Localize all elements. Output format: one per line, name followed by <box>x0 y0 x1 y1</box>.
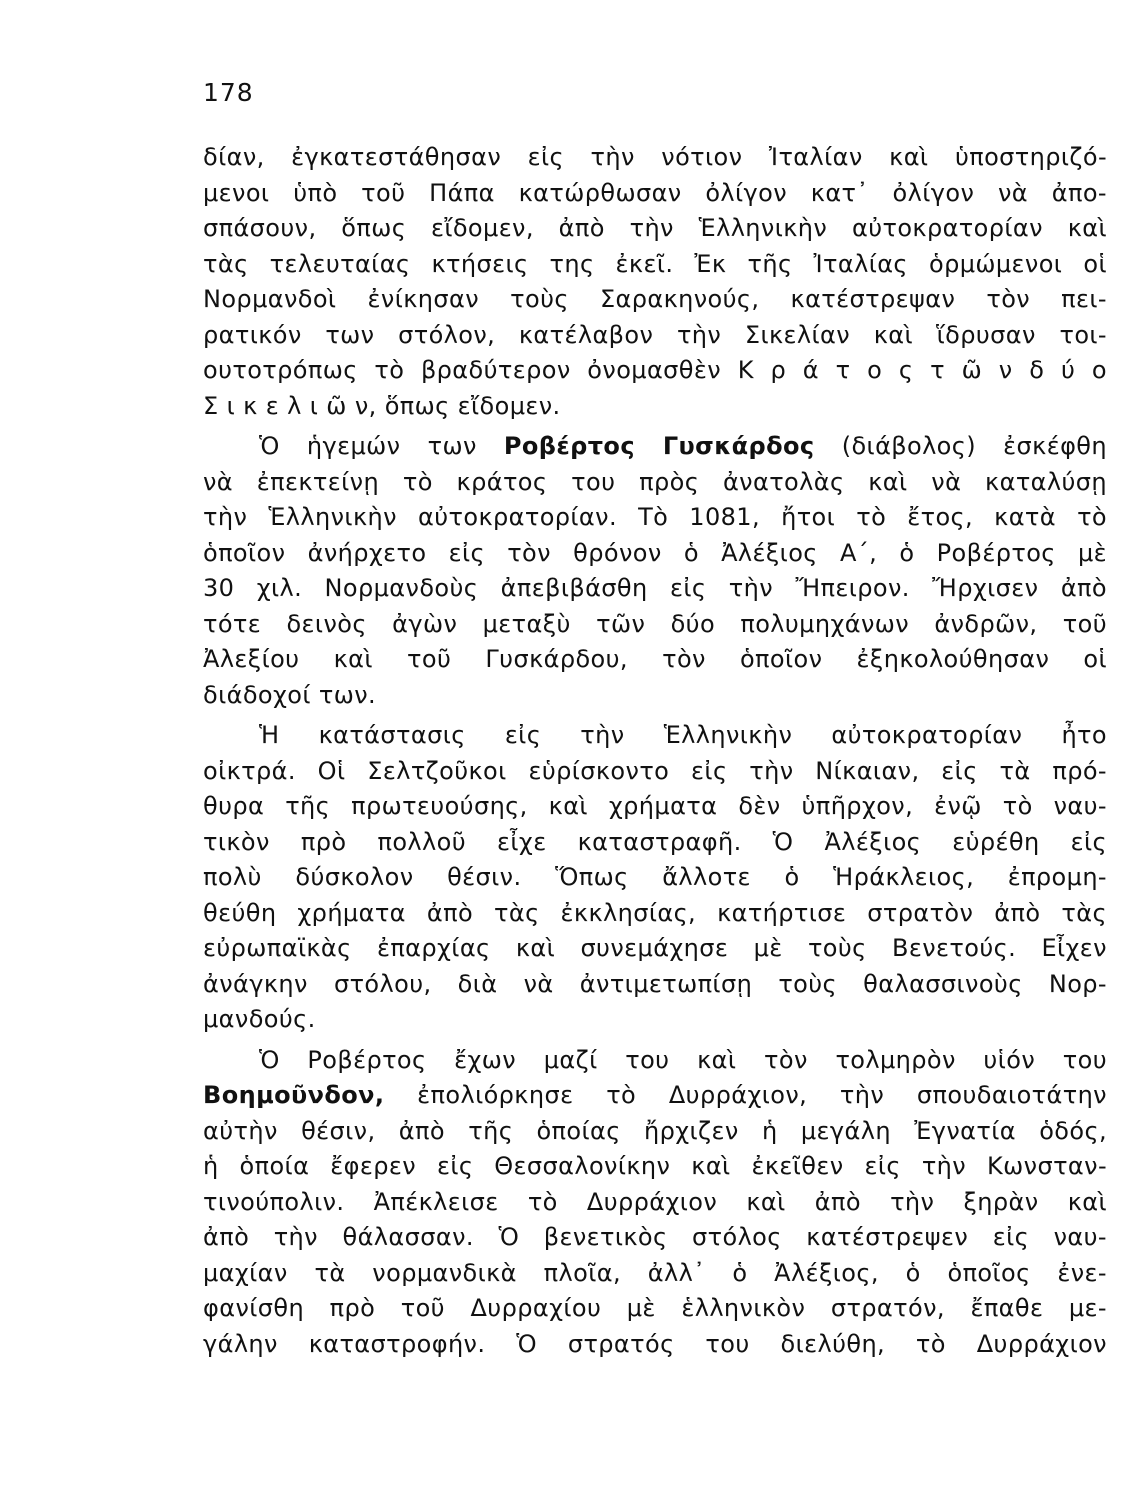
text-line <box>203 825 1107 861</box>
text-line <box>203 140 1107 176</box>
text-segment: τὰς τελευταίας κτήσεις της ἐκεῖ. Ἐκ τῆς Ἰταλίας ὁρμώμενοι οἱ <box>203 249 1107 278</box>
text-line <box>203 896 1107 932</box>
text-segment: Ἡ κατάστασις εἰς τὴν Ἑλληνικὴν αὐτοκρατορίαν ἦτο <box>259 721 1107 749</box>
text-line <box>203 1114 1107 1150</box>
text-segment: τὴν Ἑλληνικὴν αὐτοκρατορίαν. Τὸ 1081, ἤτοι τὸ ἔτος, κατὰ τὸ <box>203 503 1107 531</box>
text-line <box>203 967 1107 1003</box>
text-line <box>203 318 1107 354</box>
text-line <box>203 1043 1107 1079</box>
text-line <box>203 282 1107 318</box>
text-segment: ρατικόν των στόλον, κατέλαβον τὴν Σικελίαν καὶ ἵδρυσαν τοι- <box>203 320 1107 349</box>
text-line <box>203 1078 1107 1114</box>
text-segment: Κ ρ ά τ ο ς τ ῶ ν δ ύ ο <box>737 356 1107 384</box>
text-segment: τινούπολιν. Ἀπέκλεισε τὸ Δυρράχιον καὶ ἀπὸ τὴν ξηρὰν καὶ <box>203 1187 1107 1216</box>
text-line <box>203 247 1107 283</box>
text-line <box>203 536 1107 572</box>
text-segment: ἀνάγκην στόλου, διὰ νὰ ἀντιμετωπίσῃ τοὺς θαλασσινοὺς Νορ- <box>203 969 1107 998</box>
bold-name: Βοημοῦνδον, <box>203 1081 385 1109</box>
text-line <box>203 1149 1107 1185</box>
body-text <box>203 140 1107 1362</box>
text-segment: ἡ ὁποία ἔφερεν εἰς Θεσσαλονίκην καὶ ἐκεῖθεν εἰς τὴν Κωνσταν- <box>203 1152 1107 1180</box>
paragraph <box>203 140 1107 424</box>
text-segment: ἐπολιόρκησε τὸ Δυρράχιον, τὴν σπουδαιοτάτην <box>384 1081 1107 1109</box>
text-segment: ουτοτρόπως τὸ βραδύτερον ὀνομασθὲν <box>203 356 738 384</box>
text-line <box>203 642 1107 678</box>
text-line <box>203 1185 1107 1221</box>
text-line <box>203 176 1107 212</box>
bold-name: Ροβέρτος Γυσκάρδος <box>503 432 815 460</box>
text-segment: γάλην καταστροφήν. Ὁ στρατός του διελύθη, τὸ Δυρράχιον <box>203 1329 1107 1358</box>
text-line <box>203 571 1107 607</box>
page-number: 178 <box>203 78 254 107</box>
text-segment: εὐρωπαϊκὰς ἐπαρχίας καὶ συνεμάχησε μὲ τοὺς Βενετούς. Εἶχεν <box>203 934 1107 962</box>
text-segment: σπάσουν, ὅπως εἴδομεν, ἀπὸ τὴν Ἑλληνικὴν αὐτοκρατορίαν καὶ <box>203 214 1107 242</box>
text-line <box>203 718 1107 754</box>
text-segment: , ὅπως εἴδομεν. <box>368 391 561 420</box>
text-line <box>203 789 1107 825</box>
text-line <box>203 429 1107 465</box>
text-segment: Νορμανδοὶ ἐνίκησαν τοὺς Σαρακηνούς, κατέστρεψαν τὸν πει- <box>203 285 1107 313</box>
text-segment: μανδούς. <box>203 1005 316 1033</box>
text-line <box>203 607 1107 643</box>
text-segment: πολὺ δύσκολον θέσιν. Ὅπως ἄλλοτε ὁ Ἡράκλειος, ἐπρομη- <box>203 863 1107 891</box>
text-line <box>203 931 1107 967</box>
text-line <box>203 1002 1107 1038</box>
text-line <box>203 500 1107 536</box>
text-segment: οἰκτρά. Οἱ Σελτζοῦκοι εὑρίσκοντο εἰς τὴν Νίκαιαν, εἰς τὰ πρό- <box>203 756 1107 785</box>
text-line <box>203 754 1107 790</box>
text-line <box>203 860 1107 896</box>
text-segment: νὰ ἐπεκτείνῃ τὸ κράτος του πρὸς ἀνατολὰς καὶ νὰ καταλύσῃ <box>203 467 1107 496</box>
text-line <box>203 211 1107 247</box>
text-segment: φανίσθη πρὸ τοῦ Δυρραχίου μὲ ἑλληνικὸν στρατόν, ἔπαθε με- <box>203 1294 1107 1322</box>
text-line <box>203 1256 1107 1292</box>
text-segment: Σ ι κ ε λ ι ῶ ν <box>203 391 369 420</box>
text-segment: τότε δεινὸς ἀγὼν μεταξὺ τῶν δύο πολυμηχάνων ἀνδρῶν, τοῦ <box>203 609 1107 638</box>
text-segment: ὁποῖον ἀνήρχετο εἰς τὸν θρόνον ὁ Ἀλέξιος Α΄, ὁ Ροβέρτος μὲ <box>203 538 1107 567</box>
text-segment: διάδοχοί των. <box>203 680 377 709</box>
paragraph <box>203 1043 1107 1363</box>
text-line <box>203 1327 1107 1363</box>
text-segment: Ὁ Ροβέρτος ἔχων μαζί του καὶ τὸν τολμηρὸν υἱόν του <box>259 1045 1107 1074</box>
text-segment: αὐτὴν θέσιν, ἀπὸ τῆς ὁποίας ἤρχιζεν ἡ μεγάλη Ἐγνατία ὁδός, <box>203 1116 1107 1145</box>
text-line <box>203 353 1107 389</box>
text-segment: θεύθη χρήματα ἀπὸ τὰς ἐκκλησίας, κατήρτισε στρατὸν ἀπὸ τὰς <box>203 898 1107 927</box>
text-line <box>203 1220 1107 1256</box>
text-segment: ἀπὸ τὴν θάλασσαν. Ὁ βενετικὸς στόλος κατέστρεψεν εἰς ναυ- <box>203 1223 1107 1251</box>
text-line <box>203 678 1107 714</box>
paragraph <box>203 429 1107 713</box>
text-segment: μαχίαν τὰ νορμανδικὰ πλοῖα, ἀλλ᾽ ὁ Ἀλέξιος, ὁ ὁποῖος ἐνε- <box>203 1258 1107 1287</box>
text-segment: Ἀλεξίου καὶ τοῦ Γυσκάρδου, τὸν ὁποῖον ἐξηκολούθησαν οἱ <box>203 645 1107 673</box>
text-segment: Ὁ ἡγεμών των <box>259 432 504 460</box>
text-segment: (διάβολος) ἐσκέφθη <box>814 432 1107 460</box>
text-segment: τικὸν πρὸ πολλοῦ εἶχε καταστραφῆ. Ὁ Ἀλέξιος εὑρέθη εἰς <box>203 827 1107 856</box>
text-line <box>203 465 1107 501</box>
text-line <box>203 389 1107 425</box>
text-line <box>203 1291 1107 1327</box>
text-segment: δίαν, ἐγκατεστάθησαν εἰς τὴν νότιον Ἰταλίαν καὶ ὑποστηριζό- <box>203 143 1107 171</box>
text-segment: μενοι ὑπὸ τοῦ Πάπα κατώρθωσαν ὀλίγον κατ᾽ ὀλίγον νὰ ἀπο- <box>203 178 1107 207</box>
paragraph <box>203 718 1107 1038</box>
text-segment: θυρα τῆς πρωτευούσης, καὶ χρήματα δὲν ὑπῆρχον, ἐνῷ τὸ ναυ- <box>203 792 1107 820</box>
text-segment: 30 χιλ. Νορμανδοὺς ἀπεβιβάσθη εἰς τὴν Ἤπειρον. Ἤρχισεν ἀπὸ <box>203 574 1107 602</box>
